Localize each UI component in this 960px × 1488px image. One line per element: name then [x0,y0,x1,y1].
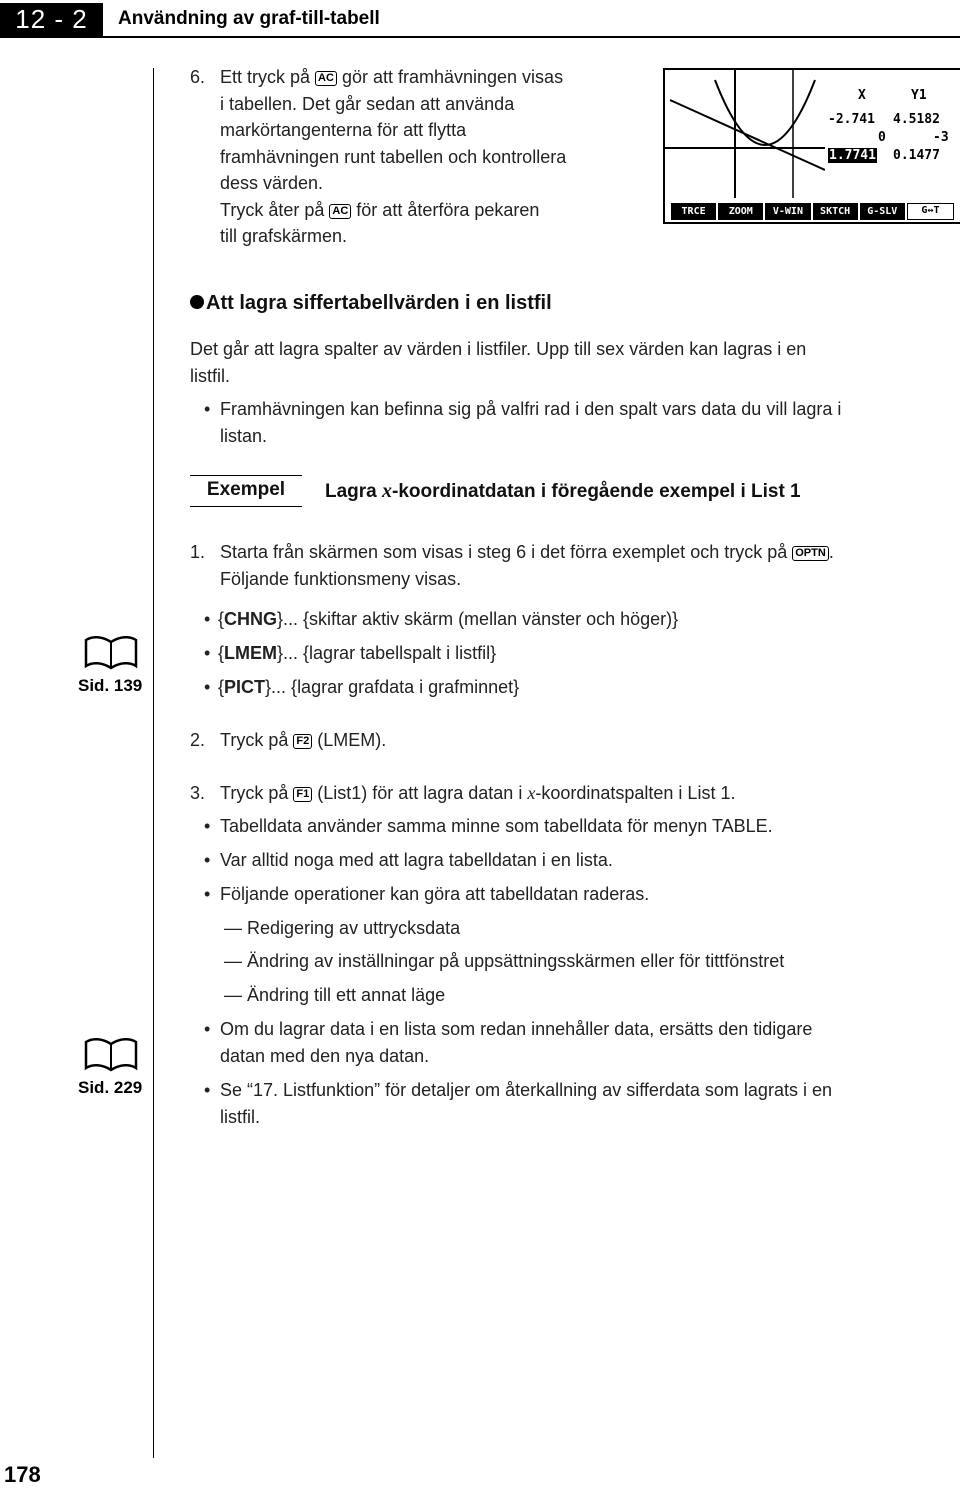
menu-item-key: LMEM [224,643,278,663]
dash-item: — Redigering av uttrycksdata [224,918,461,938]
menu-sktch: SKTCH [813,203,858,220]
note-line: datan med den nya datan. [220,1045,430,1066]
step-2-part: Tryck på [220,730,289,750]
bullet-icon: • [204,1080,211,1100]
menu-gt: G↔T [907,203,954,220]
menu-item-desc: ... {lagrar grafdata i grafminnet} [271,677,520,697]
graph-plot [665,70,825,198]
note [220,1077,950,1130]
table-cell: -3 [933,130,949,145]
ac-key-icon: AC [329,204,351,219]
menu-item-key: PICT [224,677,266,697]
step-1-line: Starta från skärmen som visas i steg 6 i det förra exemplet och tryck på [220,542,788,562]
section-heading-text: Att lagra siffertabellvärden i en listfil [206,292,552,314]
section-intro [190,336,930,389]
header-rule [0,36,960,38]
page-number: 178 [4,1462,41,1487]
table-cell: 4.5182 [893,112,940,127]
bullet-icon: • [204,850,211,870]
bullet-icon: • [204,399,211,419]
table-header-y: Y1 [911,88,927,103]
step-6-line: i tabellen. Det går sedan att använda [220,93,515,114]
example-label: Exempel [206,479,286,500]
step-6-number: 6. [190,67,206,87]
step-2-text [220,727,386,754]
dash-item: — Ändring till ett annat läge [224,985,446,1005]
bullet-icon: • [204,884,211,904]
example-title-var: x [382,480,393,502]
intro-line: Det går att lagra spalter av värden i listfiler. Upp till sex värden kan lagras i en [190,339,807,359]
note-line: Om du lagrar data i en lista som redan innehåller data, ersätts den tidigare [220,1019,813,1039]
step-2-part: (LMEM). [317,730,387,750]
margin-rule [153,68,154,1458]
bullet-icon: • [204,816,211,836]
book-icon [82,632,140,670]
step-1-number: 1. [190,542,206,562]
example-title [325,480,801,503]
note: Följande operationer kan göra att tabelldatan raderas. [220,884,650,904]
ac-key-icon: AC [315,71,337,86]
step-3-var: x [527,783,536,803]
bullet-icon: • [204,677,211,697]
chapter-badge: 12 - 2 [0,3,103,36]
table-cell-highlighted: 1.7741 [829,148,876,163]
calculator-screen [663,68,960,224]
page-ref: Sid. 139 [78,676,143,695]
menu-item-key: CHNG [224,609,278,629]
step-6-line: gör att framhävningen visas [341,67,564,87]
table-cell: 0.1477 [893,148,940,163]
page-title: Användning av graf-till-tabell [118,8,380,29]
step-6-line: dess värden. [220,173,324,193]
menu-vwin: V-WIN [765,203,810,220]
step-1-line: Följande funktionsmeny visas. [220,568,462,589]
menu-item: {PICT}... {lagrar grafdata i grafminnet} [218,677,520,697]
f2-key-icon: F2 [293,734,312,749]
optn-key-icon: OPTN [792,546,829,561]
example-title-part: -koordinatdatan i föregående exempel i List 1 [392,481,801,502]
bullet-line: Framhävningen kan befinna sig på valfri rad i den spalt vars data du vill lagra i [220,399,842,419]
note-line: Se “17. Listfunktion” för detaljer om återkallning av sifferdata som lagrats i en [220,1080,832,1100]
note: Var alltid noga med att lagra tabelldatan i en lista. [220,850,613,870]
menu-item-desc: ... {skiftar aktiv skärm (mellan vänster och höger)} [283,609,679,629]
example-rule-bottom [190,506,302,507]
step-6-text [220,64,650,250]
step-3-part: Tryck på [220,783,289,803]
function-menu-bar [671,203,954,220]
bullet-line: listan. [220,425,268,446]
step-6-line: Tryck åter på [220,199,325,220]
step-1-text [220,539,960,592]
menu-item: {LMEM}... {lagrar tabellspalt i listfil} [218,643,497,663]
menu-trce: TRCE [671,203,716,220]
menu-item-desc: ... {lagrar tabellspalt i listfil} [283,643,497,663]
dash-item: — Ändring av inställningar på uppsättningsskärmen eller för tittfönstret [224,951,785,971]
table-header-x: X [858,88,866,103]
intro-line: listfil. [190,365,230,386]
step-1-line: . [828,542,834,562]
parabola-curve [715,80,815,145]
step-6-line: framhävningen runt tabellen och kontrollera [220,146,567,167]
bullet-icon: • [204,643,211,663]
step-6-line: för att återföra pekaren [356,199,540,220]
step-6-line: till grafskärmen. [220,226,348,246]
menu-item: {CHNG}... {skiftar aktiv skärm (mellan vänster och höger)} [218,609,679,629]
note [220,1016,950,1069]
bullet-icon: • [204,1019,211,1039]
step-2-number: 2. [190,730,206,750]
section-bullet [220,396,960,449]
note: Tabelldata använder samma minne som tabelldata för menyn TABLE. [220,816,773,836]
bullet-icon [190,295,204,309]
step-3-number: 3. [190,783,206,803]
table-cell: 0 [878,130,886,145]
book-icon [82,1034,140,1072]
step-3-text [220,780,735,807]
page-ref: Sid. 229 [78,1078,143,1097]
menu-gslv: G-SLV [860,203,905,220]
note-line: listfil. [220,1106,260,1127]
step-6-line: Ett tryck på [220,67,311,87]
f1-key-icon: F1 [293,787,312,802]
example-title-part: Lagra [325,481,377,502]
example-rule-top [190,475,302,476]
section-heading [190,292,552,315]
step-3-part: -koordinatspalten i List 1. [535,783,736,803]
step-3-part: (List1) för att lagra datan i [317,783,523,803]
bullet-icon: • [204,609,211,629]
table-cell: -2.741 [828,112,875,127]
step-6-line: markörtangenterna för att flytta [220,120,467,140]
menu-zoom: ZOOM [718,203,763,220]
